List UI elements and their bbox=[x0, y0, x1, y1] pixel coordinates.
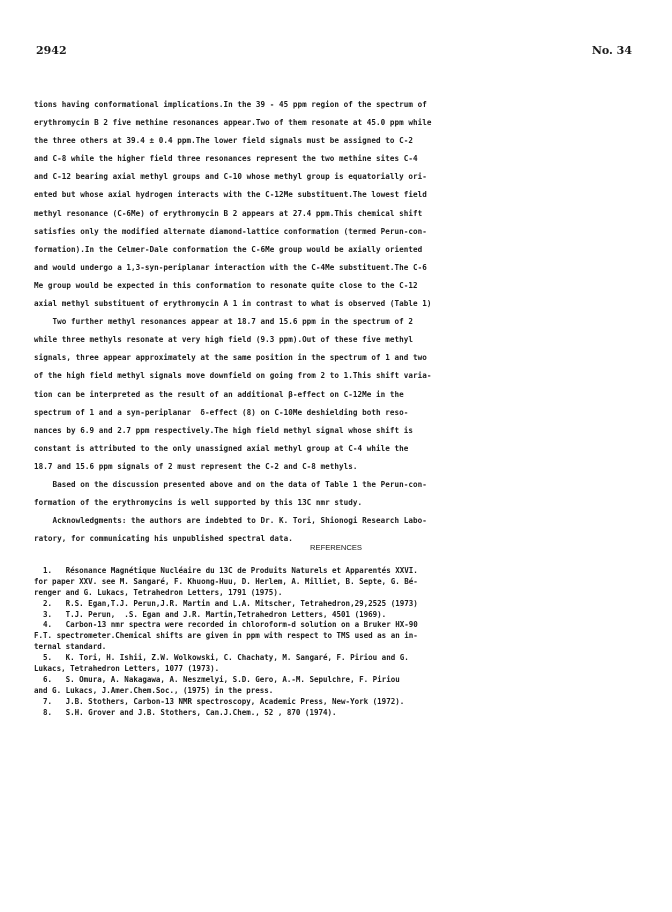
reference-line: 4. Carbon-13 nmr spectra were recorded in chloroform-d solution on a Bruker HX-90 bbox=[34, 620, 418, 630]
body-line: signals, three appear approximately at the same position in the spectrum of 1 and two bbox=[34, 353, 427, 363]
reference-line: 6. S. Omura, A. Nakagawa, A. Neszmelyi, S.D. Gero, A.-M. Sepulchre, F. Piriou bbox=[34, 674, 400, 684]
body-line: nances by 6.9 and 2.7 ppm respectively.The high field methyl signal whose shift is bbox=[34, 425, 413, 435]
reference-line: renger and G. Lukacs, Tetrahedron Letters, 1791 (1975). bbox=[34, 587, 283, 597]
body-line: axial methyl substituent of erythromycin A 1 in contrast to what is observed (Table 1) bbox=[34, 299, 432, 309]
reference-line: 7. J.B. Stothers, Carbon-13 NMR spectroscopy, Academic Press, New-York (1972). bbox=[34, 696, 405, 706]
body-line: Me group would be expected in this conformation to resonate quite close to the C-12 bbox=[34, 280, 418, 290]
reference-line: 5. K. Tori, H. Ishii, Z.W. Wolkowski, C. Chachaty, M. Sangaré, F. Piriou and G. bbox=[34, 653, 409, 663]
body-line: while three methyls resonate at very high field (9.3 ppm).Out of these five methyl bbox=[34, 335, 413, 345]
body-line: and C-12 bearing axial methyl groups and C-10 whose methyl group is equatorially ori- bbox=[34, 172, 427, 182]
body-line: spectrum of 1 and a syn-periplanar δ-effect (8) on C-10Me deshielding both reso- bbox=[34, 407, 409, 417]
body-line: formation).In the Celmer-Dale conformation the C-6Me group would be axially oriented bbox=[34, 244, 423, 254]
reference-line: 3. T.J. Perun, .S. Egan and J.R. Martin,Tetrahedron Letters, 4501 (1969). bbox=[34, 609, 387, 619]
body-line: ented but whose axial hydrogen interacts with the C-12Me substituent.The lowest field bbox=[34, 190, 427, 200]
body-line: of the high field methyl signals move downfield on going from 2 to 1.This shift varia- bbox=[34, 371, 432, 381]
article-body bbox=[34, 96, 640, 548]
references-list bbox=[34, 566, 640, 718]
body-line: constant is attributed to the only unassigned axial methyl group at C-4 while the bbox=[34, 443, 409, 453]
body-line: Two further methyl resonances appear at 18.7 and 15.6 ppm in the spectrum of 2 bbox=[34, 317, 413, 327]
body-line: Based on the discussion presented above and on the data of Table 1 the Perun-con- bbox=[34, 479, 427, 489]
body-line: Acknowledgments: the authors are indebted to Dr. K. Tori, Shionogi Research Labo- bbox=[34, 516, 427, 526]
reference-line: for paper XXV. see M. Sangaré, F. Khuong-Huu, D. Herlem, A. Milliet, B. Septe, G. Bé- bbox=[34, 576, 418, 586]
reference-line: Lukacs, Tetrahedron Letters, 1077 (1973). bbox=[34, 664, 220, 674]
reference-line: F.T. spectrometer.Chemical shifts are given in ppm with respect to TMS used as an in- bbox=[34, 631, 418, 641]
references-heading: REFERENCES bbox=[310, 543, 362, 552]
body-line: and would undergo a 1,3-syn-periplanar interaction with the C-4Me substituent.The C-6 bbox=[34, 262, 427, 272]
body-line: 18.7 and 15.6 ppm signals of 2 must represent the C-2 and C-8 methyls. bbox=[34, 461, 358, 471]
body-line: and C-8 while the higher field three resonances represent the two methine sites C-4 bbox=[34, 154, 418, 164]
body-line: methyl resonance (C-6Me) of erythromycin B 2 appears at 27.4 ppm.This chemical shift bbox=[34, 208, 423, 218]
body-line: tion can be interpreted as the result of an additional β-effect on C-12Me in the bbox=[34, 389, 404, 399]
body-line: erythromycin B 2 five methine resonances appear.Two of them resonate at 45.0 ppm while bbox=[34, 118, 432, 128]
body-line: satisfies only the modified alternate diamond-lattice conformation (termed Perun-con- bbox=[34, 226, 427, 236]
body-line: tions having conformational implications.In the 39 - 45 ppm region of the spectrum of bbox=[34, 100, 427, 109]
reference-line: 1. Résonance Magnétique Nucléaire du 13C de Produits Naturels et Apparentés XXVI. bbox=[34, 566, 418, 575]
body-line: the three others at 39.4 ± 0.4 ppm.The lower field signals must be assigned to C-2 bbox=[34, 136, 413, 146]
reference-line: and G. Lukacs, J.Amer.Chem.Soc., (1975) in the press. bbox=[34, 685, 274, 695]
reference-line: 2. R.S. Egan,T.J. Perun,J.R. Martin and L.A. Mitscher, Tetrahedron,29,2525 (1973) bbox=[34, 598, 418, 608]
reference-line: ternal standard. bbox=[34, 642, 107, 652]
reference-line: 8. S.H. Grover and J.B. Stothers, Can.J.Chem., 52 , 870 (1974). bbox=[34, 707, 337, 717]
page-number: 2942 bbox=[36, 44, 67, 57]
journal-issue: No. 34 bbox=[591, 44, 632, 57]
body-line: ratory, for communicating his unpublished spectral data. bbox=[34, 534, 293, 544]
body-line: formation of the erythromycins is well supported by this 13C nmr study. bbox=[34, 498, 363, 508]
